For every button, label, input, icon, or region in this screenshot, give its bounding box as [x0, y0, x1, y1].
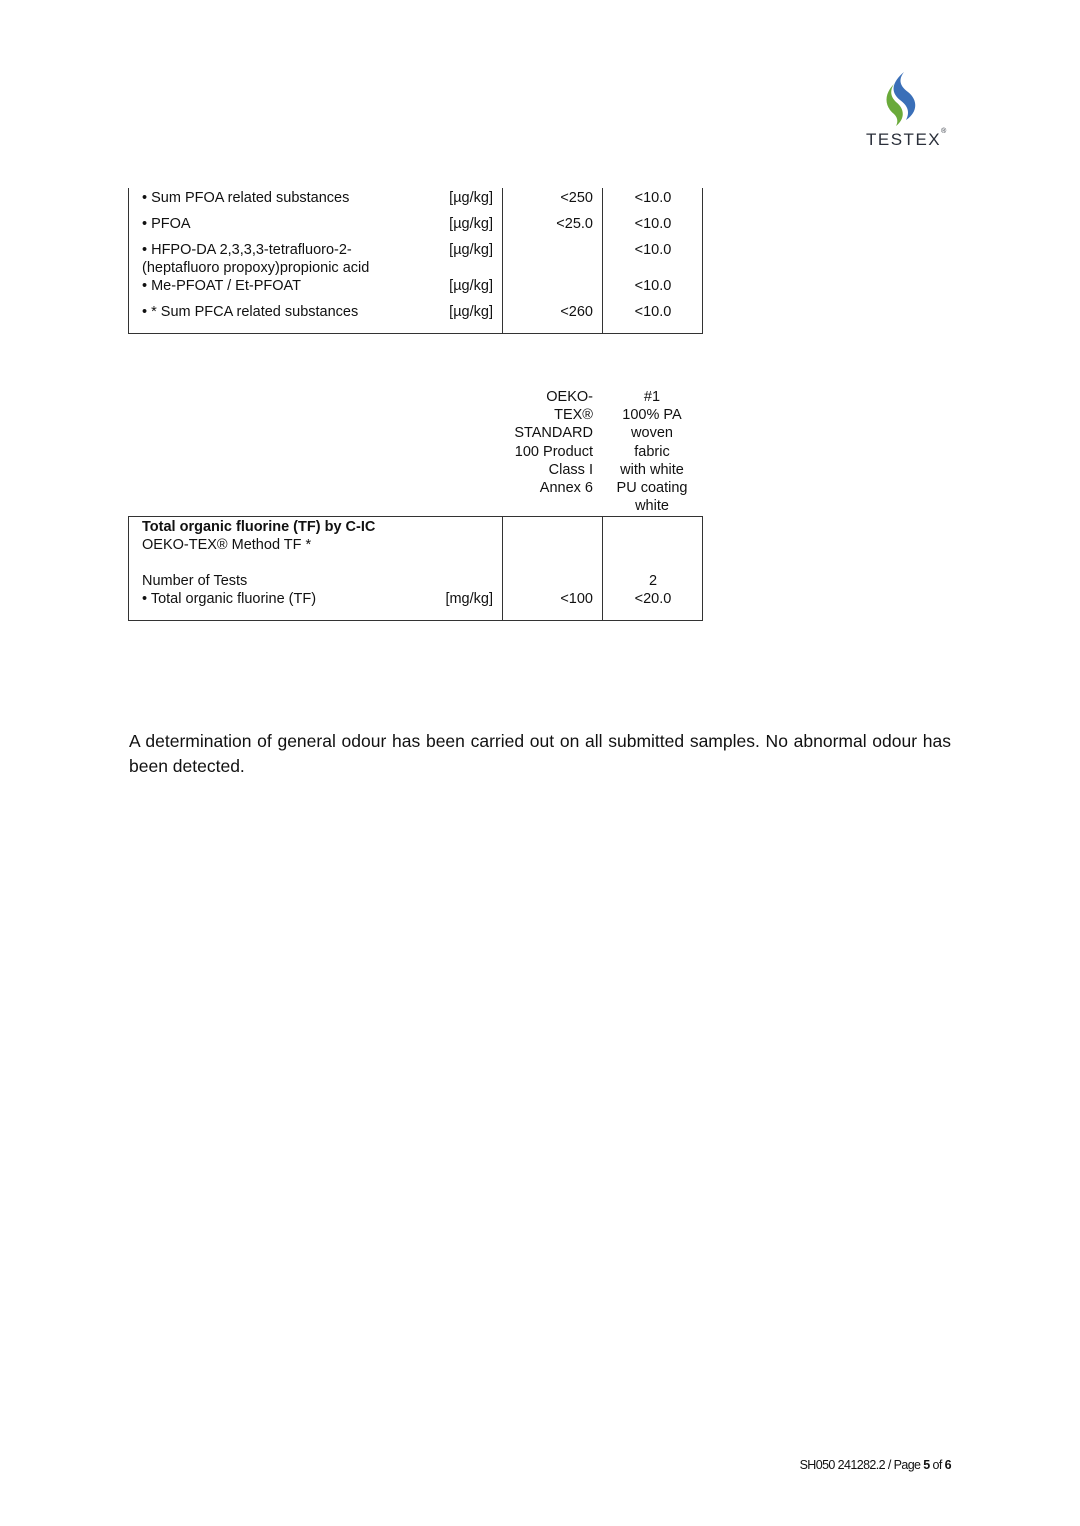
tf-table-header: [128, 388, 703, 516]
limit-column-header: OEKO- TEX® STANDARD 100 Product Class I Annex 6: [514, 389, 593, 497]
page-total: 6: [944, 1458, 951, 1472]
sample-column-header: #1 100% PA woven fabric with white PU coating white: [616, 389, 688, 515]
page-footer: SH050 241282.2 / Page 5 of 6: [799, 1458, 951, 1472]
pfas-results-table: • Sum PFOA related substances [µg/kg] <250 <10.0 • PFOA [µg/kg] <25.0 <10.0 • HFPO-DA 2,3,3,3-tetrafluoro-2- [µg/kg] <10.0 (heptafluoro propoxy)propionic acid • Me-PFOAT / Et-PFOAT [µg/kg] <10.0 • * Sum PFCA related substances [µg/kg] <260 <10.0: [128, 188, 703, 334]
testex-logo-icon: [878, 70, 926, 128]
report-reference: SH050 241282.2: [799, 1458, 885, 1472]
page-number: 5: [923, 1458, 930, 1472]
tf-results-table: Total organic fluorine (TF) by C-IC OEKO-TEX® Method TF * Number of Tests 2 • Total organic fluorine (TF) [mg/kg] <100 <20.0: [128, 516, 703, 621]
testex-wordmark: TESTEX®: [866, 128, 948, 149]
odour-statement: A determination of general odour has been carried out on all submitted samples. No abnormal odour has been detected.: [129, 731, 951, 776]
testex-logo: [858, 70, 948, 150]
